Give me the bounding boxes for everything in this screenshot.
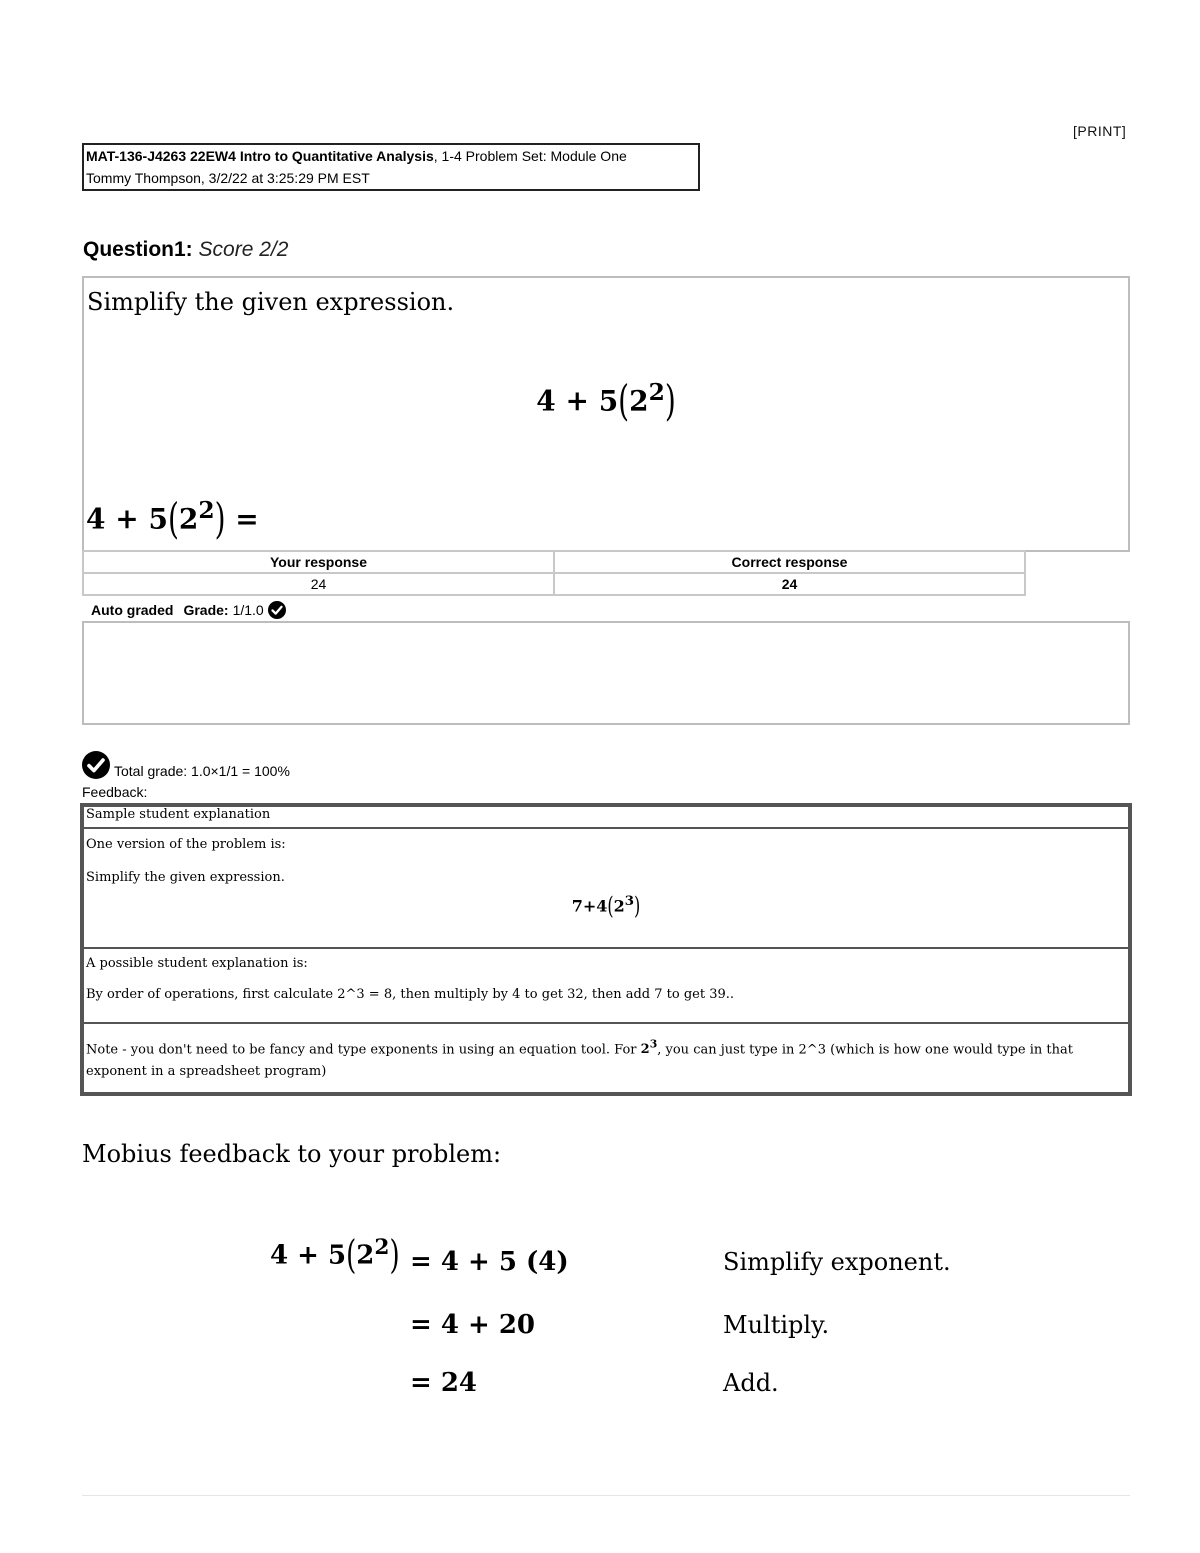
answer-expression [86,494,259,544]
feedback-explanation-cell [83,948,1129,1023]
answer-base: 2 [178,502,199,536]
step-term-a: 4 [270,1240,289,1271]
version-expression [86,891,1126,921]
version-exponent: 3 [624,893,635,909]
question-expression [84,376,1128,426]
mobius-step-1-rhs: = 4 + 5 (4) [410,1247,569,1277]
course-title: MAT-136-J4263 22EW4 Intro to Quantitative Analysis [86,148,434,164]
your-response-header: Your response [83,551,554,573]
response-header-row [83,551,1025,573]
mobius-step-3-desc: Add. [723,1369,779,1397]
note-text-after: , you can just type in 2^3 (which is how one would type in that exponent in a spreadsheet program) [86,1042,1073,1080]
mobius-heading: Mobius feedback to your problem: [82,1140,502,1168]
question-heading [83,238,288,262]
check-circle-icon [268,601,286,619]
grade-label: Grade: [183,602,229,618]
answer-term-b: 5 [148,502,168,536]
grade-line [91,601,286,619]
version-term-b: 4 [596,896,608,916]
feedback-version-row [83,828,1129,948]
question-score: Score 2/2 [198,238,289,261]
answer-paren-open: ( [167,494,179,544]
note-text-before: Note - you don't need to be fancy and type exponents in using an equation tool. For [86,1042,641,1058]
student-line: Tommy Thompson, 3/2/22 at 3:25:29 PM EST [86,170,370,186]
feedback-table [82,805,1130,1094]
question-label: Question1: [83,238,193,261]
note-expression [640,1038,658,1058]
assignment-title: , 1-4 Problem Set: Module One [433,148,627,164]
version-term-a: 7 [571,896,583,916]
feedback-version-cell [83,828,1129,948]
step-paren-open: ( [346,1233,357,1279]
version-paren-open: ( [607,891,614,921]
expr-paren-close: ) [664,376,676,426]
feedback-title: Sample student explanation [83,806,1129,828]
expr-operator: + [565,384,589,418]
total-grade-line [82,751,290,779]
answer-paren-close: ) [214,494,226,544]
mobius-step-2-rhs: = 4 + 20 [410,1310,535,1340]
mobius-step-2-desc: Multiply. [723,1311,830,1339]
expr-term-a: 4 [536,384,556,418]
explanation-intro: A possible student explanation is: [86,956,308,971]
footer-divider [82,1495,1130,1496]
total-grade-text: Total grade: 1.0×1/1 = 100% [114,763,290,779]
expr-term-b: 5 [598,384,619,418]
answer-equals: = [235,502,259,536]
version-paren-close: ) [634,891,641,921]
mobius-step-3-rhs: = 24 [410,1368,478,1398]
response-table [82,550,1026,596]
question-prompt: Simplify the given expression. [87,288,455,316]
explanation-text: By order of operations, first calculate 2^3 = 8, then multiply by 4 to get 32, then add 7 to get 39.. [86,987,735,1002]
mobius-step-lhs [270,1233,400,1279]
version-operator: + [582,896,597,916]
note-base: 2 [640,1042,650,1058]
step-paren-close: ) [389,1233,400,1279]
step-base: 2 [356,1240,375,1271]
print-link[interactable]: [PRINT] [1073,123,1127,139]
expr-exponent: 2 [648,378,665,406]
correct-response-value: 24 [554,573,1025,595]
course-line [86,145,698,167]
feedback-note-row [83,1023,1129,1093]
step-exponent: 2 [374,1235,390,1260]
auto-graded-label: Auto graded [91,602,174,618]
step-term-b: 5 [328,1240,347,1271]
feedback-note-cell [83,1023,1129,1093]
expr-base: 2 [629,384,649,418]
version-base: 2 [613,896,625,916]
feedback-label: Feedback: [82,784,148,800]
your-response-value: 24 [83,573,554,595]
feedback-explanation-row [83,948,1129,1023]
version-prompt: Simplify the given expression. [86,870,285,885]
grade-value: 1/1.0 [232,602,264,618]
answer-term-a: 4 [86,502,106,536]
version-intro: One version of the problem is: [86,837,286,852]
feedback-title-row [83,806,1129,828]
step-operator: + [297,1240,319,1271]
expr-paren-open: ( [618,376,630,426]
question-box [82,276,1130,552]
assignment-header [82,143,700,191]
note-exponent: 3 [649,1038,658,1051]
grader-comment-box [82,621,1130,725]
response-value-row [83,573,1025,595]
check-circle-icon [82,751,110,779]
answer-exponent: 2 [198,496,215,524]
mobius-step-1-desc: Simplify exponent. [723,1248,951,1276]
correct-response-header: Correct response [554,551,1025,573]
answer-operator: + [115,502,139,536]
